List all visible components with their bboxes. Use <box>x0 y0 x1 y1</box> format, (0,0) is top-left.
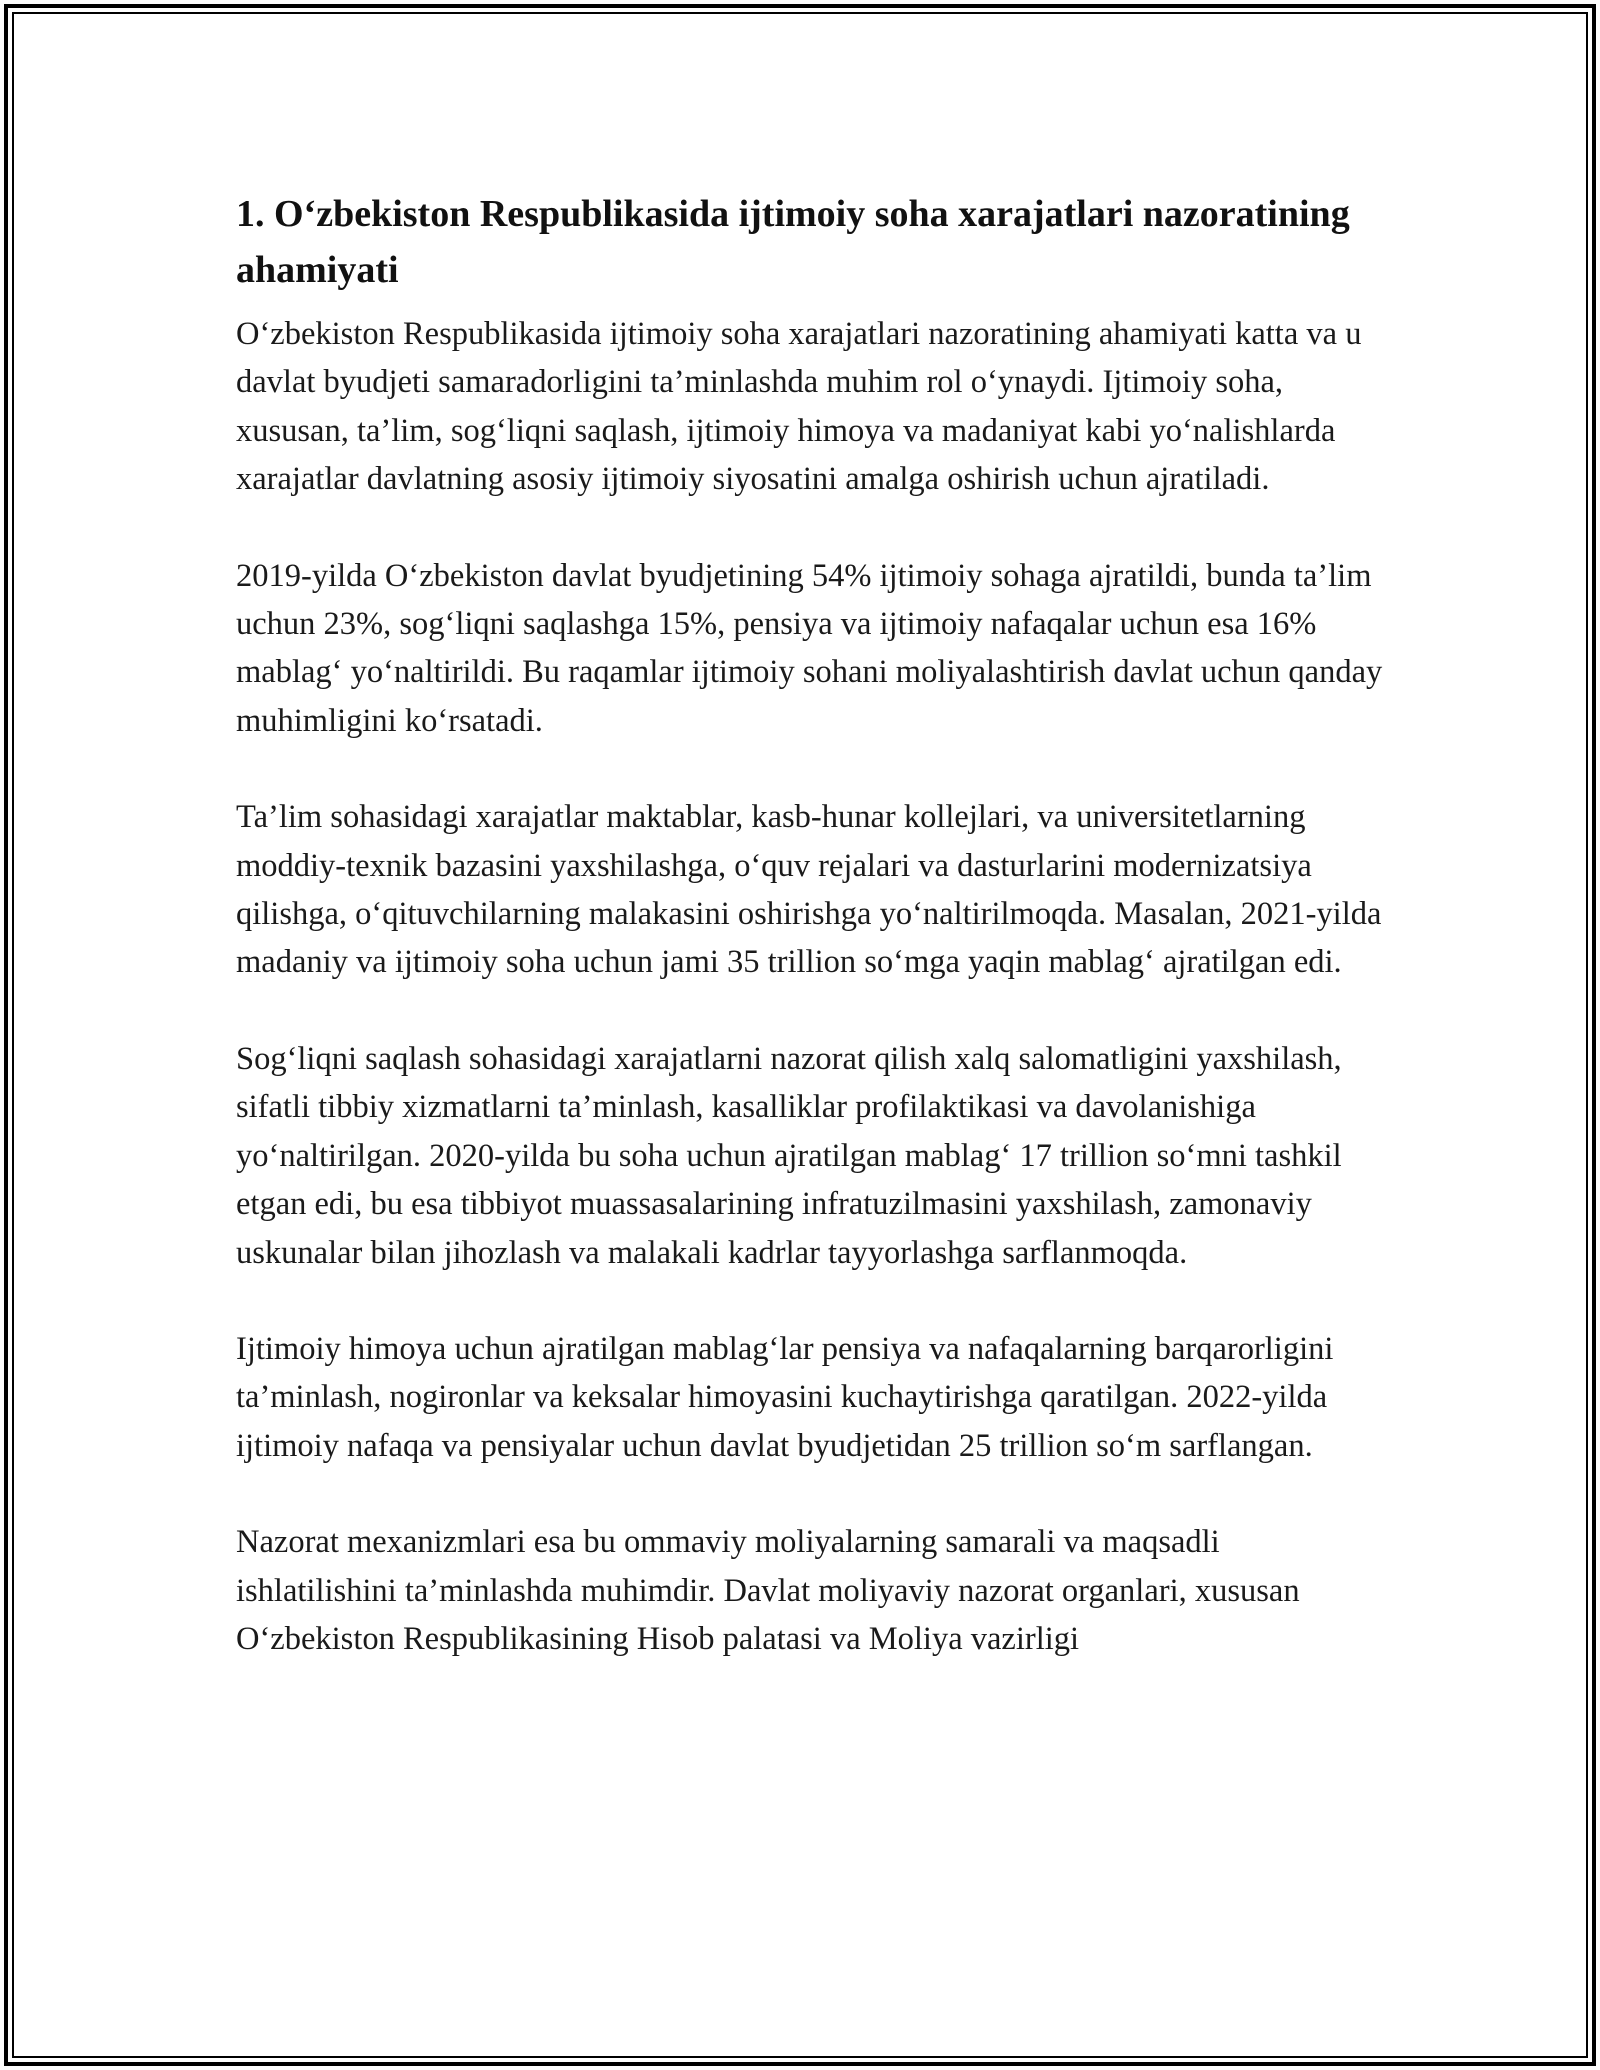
document-body <box>236 186 1386 1663</box>
paragraph-education: Ta’lim sohasidagi xarajatlar maktablar, kasb-hunar kollejlari, va universitetlarning moddiy-texnik bazasini yaxshilashga, o‘quv rejalari va dasturlarini modernizatsiya qilishga, o‘qituvchilarning malakasini oshirishga yo‘naltirilmoqda. Masalan, 2021-yilda madaniy va ijtimoiy soha uchun jami 35 trillion so‘mga yaqin mablag‘ ajratilgan edi. <box>236 799 1382 981</box>
section-title: 1. O‘zbekiston Respublikasida ijtimoiy soha xarajatlari nazoratining ahamiyati <box>236 193 1350 291</box>
paragraph-healthcare: Sog‘liqni saqlash sohasidagi xarajatlarni nazorat qilish xalq salomatligini yaxshilash, sifatli tibbiy xizmatlarni ta’minlash, kasalliklar profilaktikasi va davolanishiga yo‘naltirilgan. 2020-yilda bu soha uchun ajratilgan mablag‘ 17 trillion so‘mni tashkil etgan edi, bu esa tibbiyot muassasalarining infratuzilmasini yaxshilash, zamonaviy uskunalar bilan jihozlash va malakali kadrlar tayyorlashga sarflanmoqda. <box>236 1040 1342 1271</box>
paragraph-budget-2019: 2019-yilda O‘zbekiston davlat byudjetining 54% ijtimoiy sohaga ajratildi, bunda ta’lim uchun 23%, sog‘liqni saqlashga 15%, pensiya va ijtimoiy nafaqalar uchun esa 16% mablag‘ yo‘naltirildi. Bu raqamlar ijtimoiy sohani moliyalashtirish davlat uchun qanday muhimligini ko‘rsatadi. <box>236 557 1383 739</box>
paragraph-social-protection: Ijtimoiy himoya uchun ajratilgan mablag‘lar pensiya va nafaqalarning barqarorligini ta’minlash, nogironlar va keksalar himoyasini kuchaytirishga qaratilgan. 2022-yilda ijtimoiy nafaqa va pensiyalar uchun davlat byudjetidan 25 trillion so‘m sarflangan. <box>236 1330 1334 1464</box>
paragraph-intro: O‘zbekiston Respublikasida ijtimoiy soha xarajatlari nazoratining ahamiyati katta va u davlat byudjeti samaradorligini ta’minlashda muhim rol o‘ynaydi. Ijtimoiy soha, xususan, ta’lim, sog‘liqni saqlash, ijtimoiy himoya va madaniyat kabi yo‘nalishlarda xarajatlar davlatning asosiy ijtimoiy siyosatini amalga oshirish uchun ajratiladi. <box>236 316 1362 498</box>
paragraph-control-mechanisms: Nazorat mexanizmlari esa bu ommaviy moliyalarning samarali va maqsadli ishlatilishini ta’minlashda muhimdir. Davlat moliyaviy nazorat organlari, xususan O‘zbekiston Respublikasining Hisob palatasi va Moliya vazirligi <box>236 1524 1300 1657</box>
